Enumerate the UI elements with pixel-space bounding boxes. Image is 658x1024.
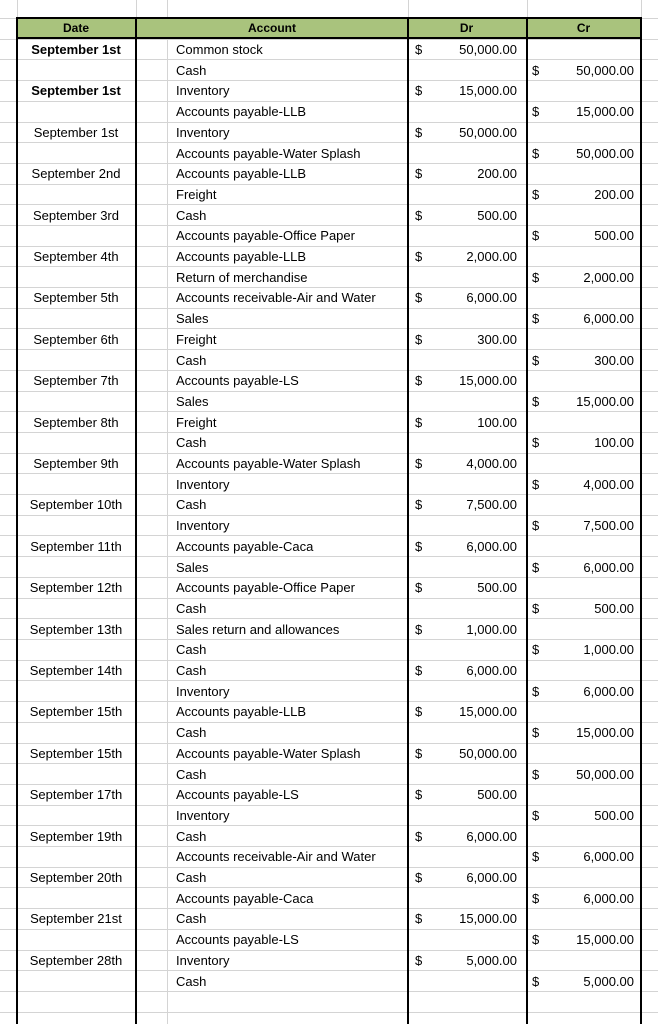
credit-account[interactable]: Cash [176,974,207,989]
credit-amount[interactable]: 50,000.00 [576,146,634,161]
credit-dollar-sign: $ [532,560,540,575]
debit-dollar-sign: $ [415,953,423,968]
entry-date[interactable]: September 3rd [33,208,119,223]
credit-dollar-sign: $ [532,767,540,782]
debit-amount[interactable]: 500.00 [477,208,517,223]
debit-dollar-sign: $ [415,373,423,388]
debit-dollar-sign: $ [415,911,423,926]
entry-date[interactable]: September 6th [33,332,119,347]
debit-account[interactable]: Accounts payable-LLB [176,249,307,264]
debit-account[interactable]: Accounts payable-LLB [176,166,307,181]
debit-account[interactable]: Cash [176,663,207,678]
debit-account[interactable]: Sales return and allowances [176,622,340,637]
credit-account[interactable]: Sales [176,311,209,326]
header-date[interactable]: Date [62,21,89,35]
debit-account[interactable]: Common stock [176,42,263,57]
column-border [16,17,642,19]
header-account[interactable]: Account [248,21,296,35]
credit-dollar-sign: $ [532,270,540,285]
debit-amount[interactable]: 100.00 [477,415,517,430]
debit-account[interactable]: Accounts payable-LS [176,373,299,388]
debit-account[interactable]: Accounts receivable-Air and Water [176,290,376,305]
entry-date[interactable]: September 13th [29,622,123,637]
debit-amount[interactable]: 50,000.00 [459,125,517,140]
credit-dollar-sign: $ [532,104,540,119]
entry-date[interactable]: September 28th [29,953,123,968]
header-debit[interactable]: Dr [459,21,474,35]
entry-date[interactable]: September 1st [31,83,121,98]
debit-amount[interactable]: 1,000.00 [466,622,517,637]
debit-amount[interactable]: 15,000.00 [459,373,517,388]
debit-amount[interactable]: 200.00 [477,166,517,181]
debit-dollar-sign: $ [415,787,423,802]
credit-account[interactable]: Cash [176,642,207,657]
credit-amount[interactable]: 5,000.00 [583,974,634,989]
debit-amount[interactable]: 6,000.00 [466,663,517,678]
credit-account[interactable]: Cash [176,767,207,782]
entry-date[interactable]: September 7th [33,373,119,388]
credit-amount[interactable]: 300.00 [594,353,634,368]
entry-date[interactable]: September 12th [29,580,123,595]
debit-dollar-sign: $ [415,208,423,223]
credit-amount[interactable]: 7,500.00 [583,518,634,533]
credit-dollar-sign: $ [532,601,540,616]
debit-dollar-sign: $ [415,456,423,471]
credit-amount[interactable]: 6,000.00 [583,560,634,575]
debit-account[interactable]: Accounts payable-Caca [176,539,314,554]
credit-amount[interactable]: 6,000.00 [583,684,634,699]
credit-amount[interactable]: 4,000.00 [583,477,634,492]
credit-amount[interactable]: 15,000.00 [576,104,634,119]
entry-date[interactable]: September 2nd [31,166,121,181]
debit-dollar-sign: $ [415,415,423,430]
credit-amount[interactable]: 2,000.00 [583,270,634,285]
credit-amount[interactable]: 6,000.00 [583,311,634,326]
credit-account[interactable]: Inventory [176,684,230,699]
debit-account[interactable]: Inventory [176,83,230,98]
debit-amount[interactable]: 300.00 [477,332,517,347]
gridline-horizontal [0,1012,658,1013]
credit-account[interactable]: Sales [176,560,209,575]
credit-dollar-sign: $ [532,187,540,202]
credit-amount[interactable]: 50,000.00 [576,63,634,78]
debit-account[interactable]: Freight [176,415,217,430]
debit-dollar-sign: $ [415,290,423,305]
entry-date[interactable]: September 8th [33,415,119,430]
credit-dollar-sign: $ [532,725,540,740]
credit-dollar-sign: $ [532,642,540,657]
credit-account[interactable]: Accounts payable-LLB [176,104,307,119]
entry-date[interactable]: September 15th [29,704,123,719]
credit-account[interactable]: Cash [176,601,207,616]
entry-date[interactable]: September 10th [29,497,123,512]
debit-dollar-sign: $ [415,539,423,554]
credit-dollar-sign: $ [532,63,540,78]
credit-account[interactable]: Inventory [176,808,230,823]
credit-dollar-sign: $ [532,891,540,906]
gridline-vertical [167,0,168,1024]
credit-dollar-sign: $ [532,974,540,989]
credit-amount[interactable]: 15,000.00 [576,725,634,740]
debit-dollar-sign: $ [415,580,423,595]
debit-dollar-sign: $ [415,663,423,678]
credit-account[interactable]: Return of merchandise [176,270,308,285]
debit-dollar-sign: $ [415,829,423,844]
credit-amount[interactable]: 100.00 [594,435,634,450]
credit-account[interactable]: Sales [176,394,209,409]
debit-amount[interactable]: 50,000.00 [459,746,517,761]
debit-account[interactable]: Accounts payable-Water Splash [176,746,361,761]
credit-account[interactable]: Cash [176,435,207,450]
credit-dollar-sign: $ [532,684,540,699]
credit-dollar-sign: $ [532,435,540,450]
entry-date[interactable]: September 9th [33,456,119,471]
debit-amount[interactable]: 15,000.00 [459,704,517,719]
column-border [640,17,642,1024]
credit-dollar-sign: $ [532,146,540,161]
debit-dollar-sign: $ [415,497,423,512]
entry-date[interactable]: September 15th [29,746,123,761]
debit-account[interactable]: Cash [176,870,207,885]
debit-dollar-sign: $ [415,249,423,264]
credit-amount[interactable]: 500.00 [594,601,634,616]
credit-account[interactable]: Cash [176,63,207,78]
credit-amount[interactable]: 15,000.00 [576,932,634,947]
debit-account[interactable]: Cash [176,911,207,926]
credit-account[interactable]: Accounts payable-Caca [176,891,314,906]
entry-date[interactable]: September 21st [30,911,122,926]
entry-date[interactable]: September 19th [29,829,123,844]
entry-date[interactable]: September 17th [29,787,123,802]
debit-account[interactable]: Inventory [176,953,230,968]
credit-dollar-sign: $ [532,477,540,492]
entry-date[interactable]: September 1st [31,42,121,57]
debit-dollar-sign: $ [415,870,423,885]
credit-dollar-sign: $ [532,932,540,947]
credit-account[interactable]: Accounts payable-Water Splash [176,146,361,161]
debit-amount[interactable]: 15,000.00 [459,911,517,926]
credit-dollar-sign: $ [532,311,540,326]
debit-account[interactable]: Cash [176,829,207,844]
credit-dollar-sign: $ [532,353,540,368]
debit-account[interactable]: Accounts payable-LLB [176,704,307,719]
debit-amount[interactable]: 4,000.00 [466,456,517,471]
debit-amount[interactable]: 6,000.00 [466,290,517,305]
credit-account[interactable]: Inventory [176,477,230,492]
credit-amount[interactable]: 6,000.00 [583,849,634,864]
column-border [526,17,528,1024]
column-border [16,17,18,1024]
debit-amount[interactable]: 6,000.00 [466,539,517,554]
column-border [16,37,642,39]
credit-dollar-sign: $ [532,849,540,864]
debit-dollar-sign: $ [415,125,423,140]
credit-amount[interactable]: 15,000.00 [576,394,634,409]
debit-dollar-sign: $ [415,704,423,719]
credit-account[interactable]: Cash [176,725,207,740]
entry-date[interactable]: September 14th [29,663,123,678]
column-border [407,17,409,1024]
credit-dollar-sign: $ [532,808,540,823]
debit-amount[interactable]: 500.00 [477,580,517,595]
debit-amount[interactable]: 50,000.00 [459,42,517,57]
debit-amount[interactable]: 6,000.00 [466,829,517,844]
credit-account[interactable]: Accounts payable-Office Paper [176,228,355,243]
debit-dollar-sign: $ [415,42,423,57]
debit-account[interactable]: Accounts payable-Water Splash [176,456,361,471]
credit-dollar-sign: $ [532,394,540,409]
credit-amount[interactable]: 500.00 [594,808,634,823]
entry-date[interactable]: September 11th [30,539,122,554]
debit-amount[interactable]: 500.00 [477,787,517,802]
debit-dollar-sign: $ [415,746,423,761]
credit-amount[interactable]: 50,000.00 [576,767,634,782]
credit-account[interactable]: Cash [176,353,207,368]
debit-amount[interactable]: 6,000.00 [466,870,517,885]
entry-date[interactable]: September 20th [29,870,123,885]
debit-dollar-sign: $ [415,622,423,637]
credit-amount[interactable]: 200.00 [594,187,634,202]
debit-account[interactable]: Accounts payable-Office Paper [176,580,355,595]
credit-account[interactable]: Freight [176,187,217,202]
credit-dollar-sign: $ [532,228,540,243]
debit-account[interactable]: Cash [176,497,207,512]
debit-dollar-sign: $ [415,332,423,347]
debit-amount[interactable]: 7,500.00 [466,497,517,512]
column-border [135,17,137,1024]
credit-amount[interactable]: 500.00 [594,228,634,243]
debit-account[interactable]: Accounts payable-LS [176,787,299,802]
entry-date[interactable]: September 5th [33,290,119,305]
credit-amount[interactable]: 1,000.00 [583,642,634,657]
debit-dollar-sign: $ [415,166,423,181]
debit-amount[interactable]: 15,000.00 [459,83,517,98]
debit-account[interactable]: Cash [176,208,207,223]
credit-account[interactable]: Accounts receivable-Air and Water [176,849,376,864]
entry-date[interactable]: September 1st [33,125,119,140]
credit-account[interactable]: Accounts payable-LS [176,932,299,947]
credit-amount[interactable]: 6,000.00 [583,891,634,906]
debit-dollar-sign: $ [415,83,423,98]
entry-date[interactable]: September 4th [33,249,119,264]
header-credit[interactable]: Cr [576,21,591,35]
debit-amount[interactable]: 5,000.00 [466,953,517,968]
header-row [17,18,641,38]
debit-account[interactable]: Freight [176,332,217,347]
debit-account[interactable]: Inventory [176,125,230,140]
credit-dollar-sign: $ [532,518,540,533]
credit-account[interactable]: Inventory [176,518,230,533]
debit-amount[interactable]: 2,000.00 [466,249,517,264]
